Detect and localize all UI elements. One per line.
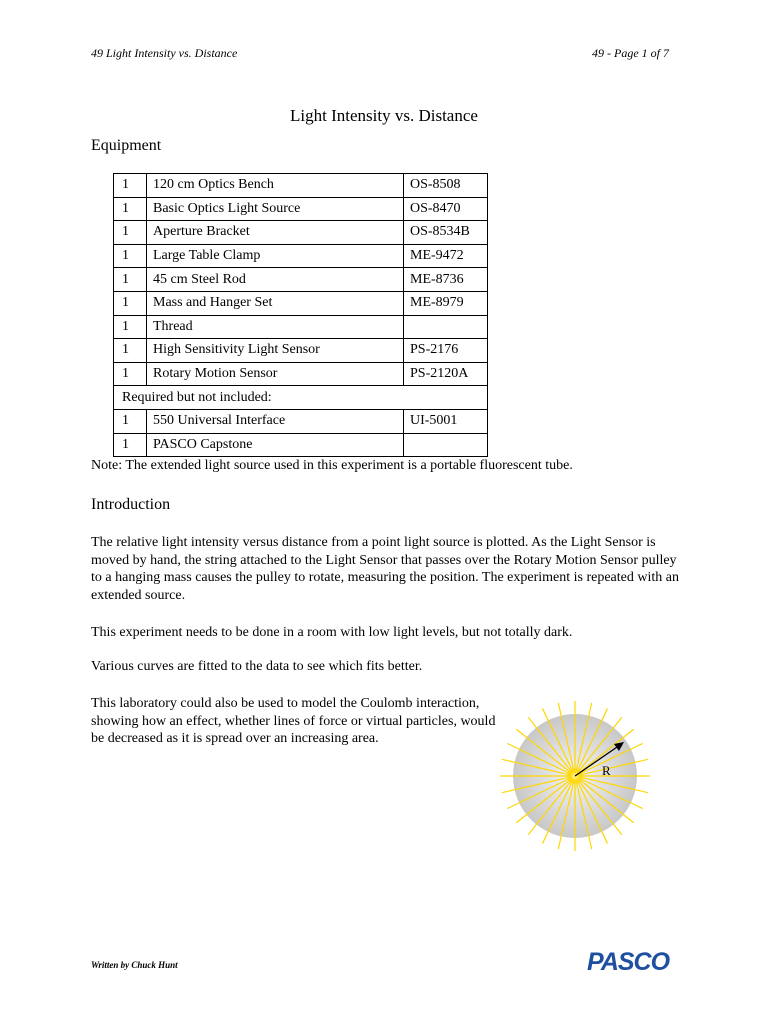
table-row [114,362,488,386]
qty-cell: 1 [114,409,147,433]
part-cell: PS-2120A [404,362,488,386]
item-cell: Mass and Hanger Set [147,291,404,315]
light-sphere-figure [495,693,655,853]
intro-paragraph: Various curves are fitted to the data to see which fits better. [91,659,423,674]
equipment-heading: Equipment [91,137,162,154]
running-header-page: 49 - Page 1 of 7 [592,46,669,60]
pasco-logo [585,948,680,979]
qty-cell: 1 [114,339,147,363]
radius-label: R [602,763,611,778]
qty-cell: 1 [114,244,147,268]
qty-cell: 1 [114,291,147,315]
part-cell: ME-8736 [404,268,488,292]
intro-paragraph: This experiment needs to be done in a room with low light levels, but not totally dark. [91,625,573,640]
qty-cell: 1 [114,221,147,245]
item-cell: Thread [147,315,404,339]
qty-cell: 1 [114,433,147,457]
item-cell: Rotary Motion Sensor [147,362,404,386]
qty-cell: 1 [114,197,147,221]
part-cell [404,433,488,457]
table-row [114,268,488,292]
intro-paragraph: This laboratory could also be used to model the Coulomb interaction, showing how an effect, whether lines of force or virtual particles, would be decreased as it is spread over an increasing area. [91,696,496,746]
qty-cell: 1 [114,315,147,339]
item-cell: 550 Universal Interface [147,409,404,433]
table-row [114,291,488,315]
part-cell [404,315,488,339]
qty-cell: 1 [114,362,147,386]
table-row [114,197,488,221]
table-row [114,174,488,198]
item-cell: Large Table Clamp [147,244,404,268]
part-cell: PS-2176 [404,339,488,363]
item-cell: 120 cm Optics Bench [147,174,404,198]
part-cell: OS-8508 [404,174,488,198]
table-row [114,339,488,363]
item-cell: PASCO Capstone [147,433,404,457]
item-cell: Aperture Bracket [147,221,404,245]
introduction-heading: Introduction [91,496,171,513]
table-row [114,315,488,339]
document-title: Light Intensity vs. Distance [290,106,478,126]
table-row [114,386,488,410]
table-row [114,433,488,457]
light-sphere-diagram [495,693,655,853]
required-label-cell: Required but not included: [114,386,488,410]
part-cell: UI-5001 [404,409,488,433]
table-row [114,221,488,245]
pasco-logo-text: PASCO [587,948,670,974]
part-cell: ME-9472 [404,244,488,268]
part-cell: OS-8470 [404,197,488,221]
author-credit: Written by Chuck Hunt [91,960,178,970]
item-cell: High Sensitivity Light Sensor [147,339,404,363]
qty-cell: 1 [114,174,147,198]
running-header-title: 49 Light Intensity vs. Distance [91,46,238,60]
table-row [114,244,488,268]
table-row [114,409,488,433]
item-cell: 45 cm Steel Rod [147,268,404,292]
equipment-table [113,173,488,457]
intro-paragraph: The relative light intensity versus distance from a point light source is plotted. As the Light Sensor is moved by hand, the string attached to the Light Sensor that passes over the Rotary Motion Sensor pulley to a hanging mass causes the pulley to rotate, measuring the position. The experiment is repeated with an extended source. [91,535,679,603]
item-cell: Basic Optics Light Source [147,197,404,221]
qty-cell: 1 [114,268,147,292]
part-cell: OS-8534B [404,221,488,245]
equipment-note: Note: The extended light source used in this experiment is a portable fluorescent tube. [91,458,573,473]
part-cell: ME-8979 [404,291,488,315]
pasco-logo-mark [585,948,680,974]
